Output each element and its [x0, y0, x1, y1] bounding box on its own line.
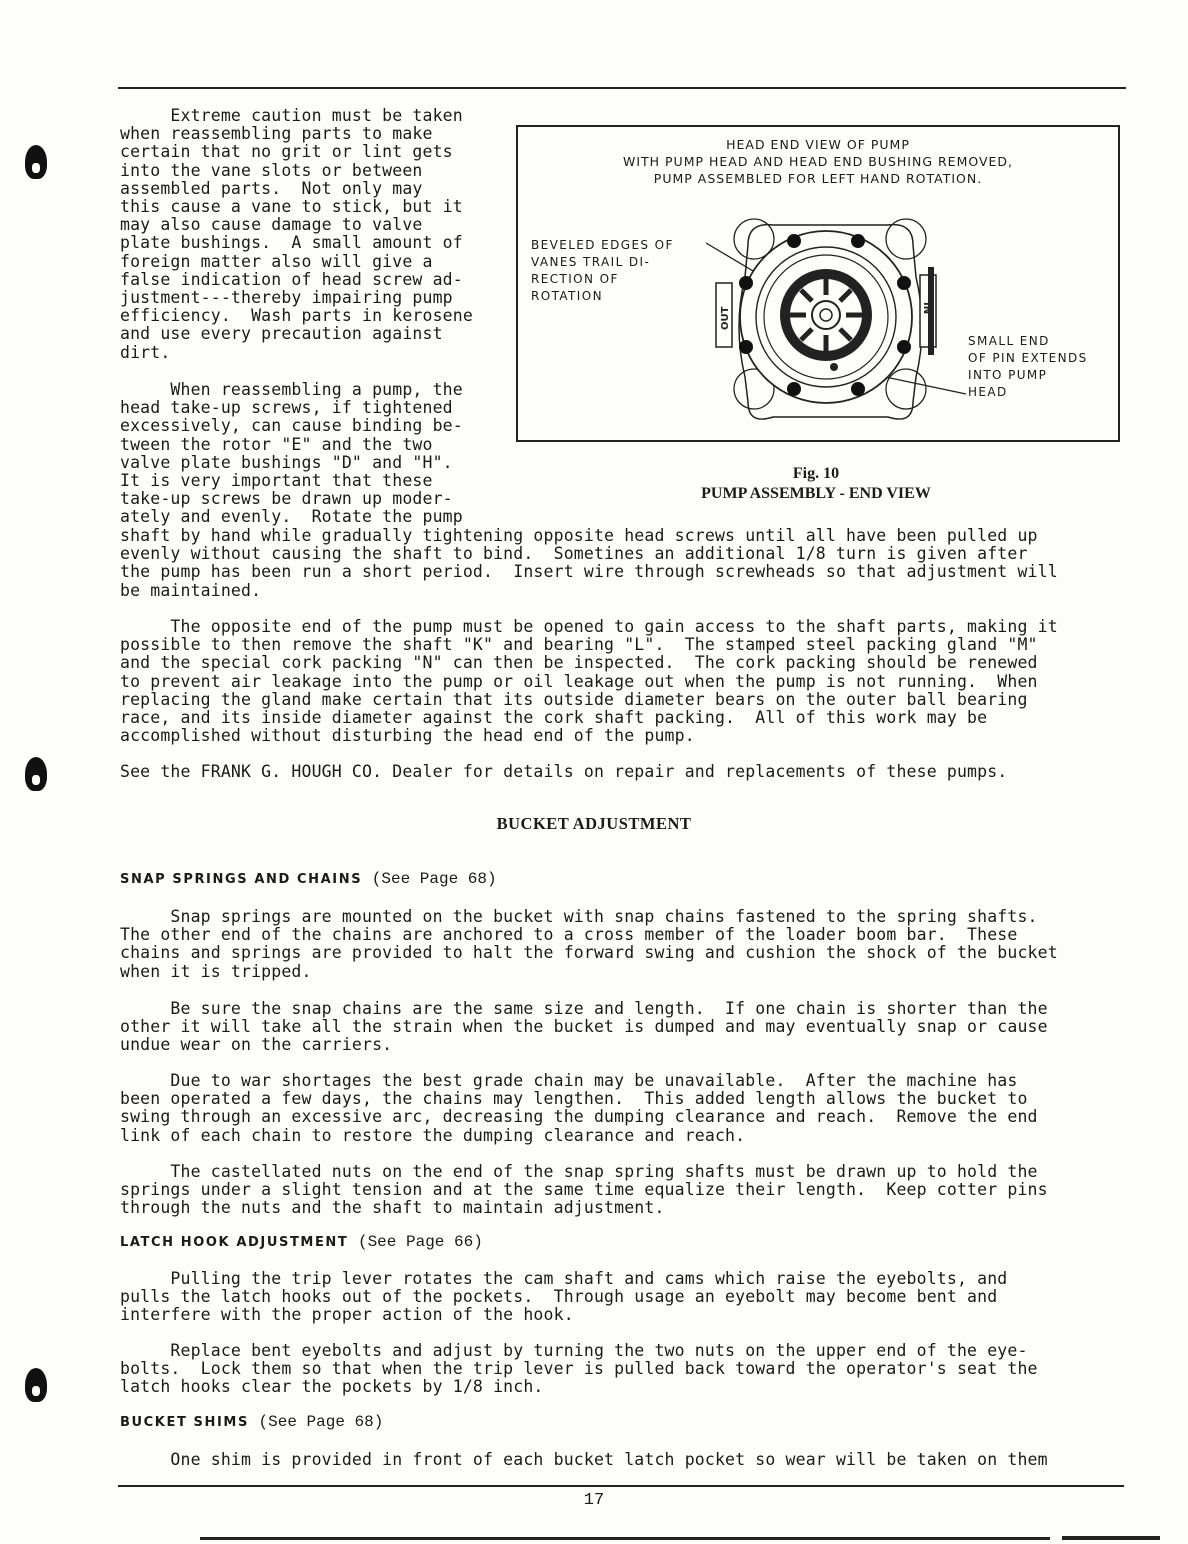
snap-section-heading	[120, 870, 497, 888]
top-rule	[118, 87, 1126, 89]
snap-page-ref: (See Page 68)	[362, 870, 497, 888]
bottom-rule	[118, 1485, 1124, 1487]
latch-paragraph-1: Pulling the trip lever rotates the cam shaft and cams which raise the eyebolts, and pulls the latch hooks out of the pockets. Through usage an eyebolt may become bent and interfere with the proper action of the hook.	[120, 1269, 1008, 1325]
footer-rule-right	[1062, 1536, 1160, 1540]
figure-box	[516, 125, 1120, 442]
figure-title: PUMP ASSEMBLY - END VIEW	[701, 485, 931, 502]
reassembly-continued: shaft by hand while gradually tightening opposite head screws until all have been pulled up evenly without causing the shaft to bind. Sometines an additional 1/8 turn is given after the pump has been run a short period. Insert wire through screwheads so that adjustment will be maintained.	[120, 526, 1058, 600]
figure-caption: HEAD END VIEW OF PUMP WITH PUMP HEAD AND HEAD END BUSHING REMOVED, PUMP ASSEMBLED FOR LEFT HAND ROTATION.	[622, 137, 1014, 186]
binder-hole-bottom	[25, 1368, 47, 1402]
shims-page-ref: (See Page 68)	[248, 1413, 384, 1431]
latch-page-ref: (See Page 66)	[348, 1233, 483, 1251]
latch-heading: LATCH HOOK ADJUSTMENT	[120, 1235, 349, 1250]
binder-hole-top	[25, 145, 47, 179]
port-in-label: IN	[921, 302, 932, 315]
page-number: 17	[583, 1491, 605, 1510]
snap-heading: SNAP SPRINGS AND CHAINS	[120, 872, 363, 887]
pump-diagram	[518, 127, 1118, 440]
port-out-label: OUT	[720, 306, 731, 330]
figure-label-pin: SMALL END OF PIN EXTENDS INTO PUMP HEAD	[968, 334, 1088, 399]
figure-number: Fig. 10	[792, 465, 840, 482]
latch-paragraph-2: Replace bent eyebolts and adjust by turning the two nuts on the upper end of the eye- bolts. Lock them so that when the trip lever is pulled back toward the operator's seat the latch hooks clear the pockets by 1/8 inch.	[120, 1341, 1038, 1397]
latch-section-heading	[120, 1233, 483, 1251]
binder-hole-middle	[25, 757, 47, 791]
footer-rule-left	[200, 1537, 1050, 1540]
reassembly-paragraph: When reassembling a pump, the head take-up screws, if tightened excessively, can cause binding be- tween the rotor "E" and the two valve plate bushings "D" and "H". It is very important that these take-up screws be drawn up moder- ately and evenly. Rotate the pump	[120, 380, 463, 527]
shims-section-heading	[120, 1413, 383, 1431]
intro-paragraph: Extreme caution must be taken when reassembling parts to make certain that no grit or lint gets into the vane slots or between assembled parts. Not only may this cause a vane to stick, but it may also cause damage to valve plate bushings. A small amount of foreign matter also will give a false indication of head screw ad- justment---thereby impairing pump efficiency. Wash parts in kerosene and use every precaution against dirt.	[120, 106, 473, 362]
shims-paragraph-1: One shim is provided in front of each bucket latch pocket so wear will be taken on them	[120, 1450, 1048, 1469]
dealer-note: See the FRANK G. HOUGH CO. Dealer for details on repair and replacements of these pumps.	[120, 762, 1008, 781]
shims-heading: BUCKET SHIMS	[120, 1415, 249, 1430]
bucket-adjustment-title: BUCKET ADJUSTMENT	[496, 814, 692, 833]
snap-paragraph-1: Snap springs are mounted on the bucket with snap chains fastened to the spring shafts. The other end of the chains are anchored to a cross member of the loader boom bar. These chains and springs are provided to halt the forward swing and cushion the shock of the bucket when it is tripped.	[120, 907, 1058, 981]
opposite-end-paragraph: The opposite end of the pump must be opened to gain access to the shaft parts, making it possible to then remove the shaft "K" and bearing "L". The stamped steel packing gland "M" and the special cork packing "N" can then be inspected. The cork packing should be renewed to prevent air leakage into the pump or oil leakage out when the pump is not running. When replacing the gland make certain that its outside diameter bears on the outer ball bearing race, and its inside diameter against the cork shaft packing. All of this work may be accomplished without disturbing the head end of the pump.	[120, 617, 1058, 746]
snap-paragraph-2: Be sure the snap chains are the same size and length. If one chain is shorter than the other it will take all the strain when the bucket is dumped and may eventually snap or cause undue wear on the carriers.	[120, 999, 1048, 1055]
snap-paragraph-3: Due to war shortages the best grade chain may be unavailable. After the machine has been operated a few days, the chains may lengthen. This added length allows the bucket to swing through an excessive arc, decreasing the dumping clearance and reach. Remove the end link of each chain to restore the dumping clearance and reach.	[120, 1071, 1038, 1145]
snap-paragraph-4: The castellated nuts on the end of the snap spring shafts must be drawn up to hold the springs under a slight tension and at the same time equalize their length. Keep cotter pins through the nuts and the shaft to maintain adjustment.	[120, 1162, 1048, 1218]
figure-label-vanes: BEVELED EDGES OF VANES TRAIL DI- RECTION OF ROTATION	[531, 238, 674, 303]
